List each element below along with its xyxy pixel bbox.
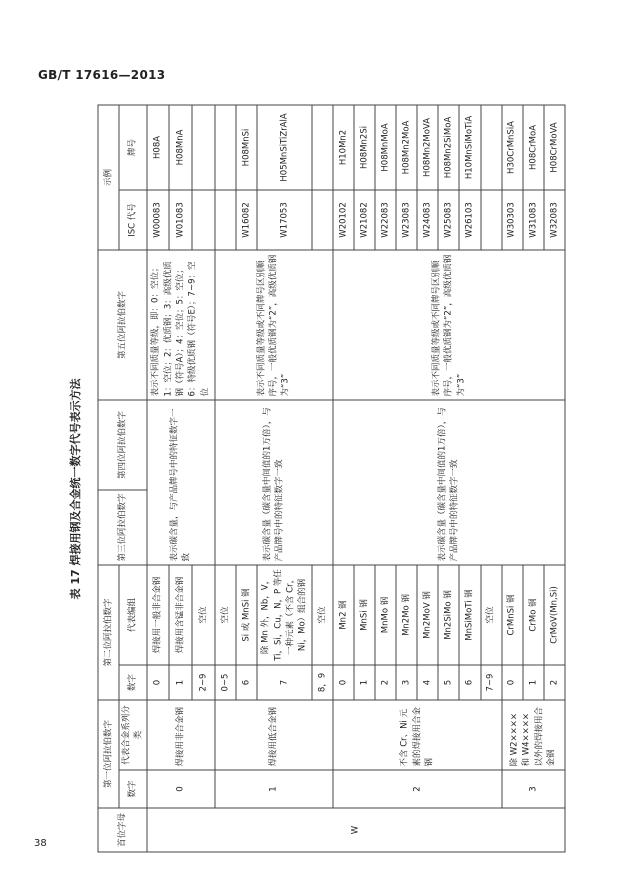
grade-cell bbox=[481, 105, 502, 190]
page-number: 38 bbox=[34, 838, 47, 849]
pos2-group-cell: Mn2 钢 bbox=[333, 565, 354, 665]
pos2-group-cell: 空位 bbox=[312, 565, 333, 665]
grade-cell: H08MnA bbox=[169, 105, 192, 190]
grade-cell: H08CrMoVA bbox=[544, 105, 565, 190]
pos2-digit-cell: 1 bbox=[169, 665, 192, 700]
grade-cell: H08CrMoA bbox=[523, 105, 544, 190]
pos2-group-cell: 空位 bbox=[192, 565, 215, 665]
pos2-group-cell: 空位 bbox=[215, 565, 236, 665]
pos2-digit-cell: 7~9 bbox=[481, 665, 502, 700]
table-title: 表 17 焊接用钢及合金统一数字代号表示方法 bbox=[69, 378, 82, 600]
header-pos1: 第一位阿拉伯数字 bbox=[98, 700, 119, 808]
pos2-digit-cell: 6 bbox=[459, 665, 480, 700]
pos1-class-cell: 除 W2×××× 和 W4×××× 以外的焊接用合金钢 bbox=[502, 700, 565, 770]
table-container bbox=[98, 106, 566, 853]
pos2-group-cell: CrMo 钢 bbox=[523, 565, 544, 665]
pos2-digit-cell: 6 bbox=[236, 665, 257, 700]
grade-cell bbox=[312, 105, 333, 190]
grade-cell: H08Mn2MoVA bbox=[417, 105, 438, 190]
pos2-digit-cell: 2 bbox=[375, 665, 396, 700]
pos2-digit-cell: 2~9 bbox=[192, 665, 215, 700]
pos2-digit-cell: 4 bbox=[417, 665, 438, 700]
pos1-digit-cell: 0 bbox=[147, 770, 215, 808]
grade-cell: H08MnMoA bbox=[375, 105, 396, 190]
grade-cell bbox=[215, 105, 236, 190]
pos5-description-cell: 表示不同质量等级或不同牌号区别顺序号，一般优质钢为“2”，高级优质钢为“3” bbox=[215, 250, 333, 400]
isc-code-cell: W22083 bbox=[375, 190, 396, 250]
pos5-description-cell: 表示不同质量等级或不同牌号区别顺序号，一般优质钢为“2”，高级优质钢为“3” bbox=[333, 250, 565, 400]
pos2-digit-cell: 2 bbox=[544, 665, 565, 700]
pos2-digit-cell: 0 bbox=[333, 665, 354, 700]
isc-code-cell: W16082 bbox=[236, 190, 257, 250]
isc-code-cell: W30303 bbox=[502, 190, 523, 250]
header-pos1-digit: 数字 bbox=[119, 770, 147, 808]
pos1-digit-cell: 3 bbox=[502, 770, 565, 808]
first-letter-cell: W bbox=[147, 808, 565, 852]
table-body bbox=[147, 105, 565, 852]
table-row bbox=[147, 105, 170, 852]
pos2-group-cell: Mn2SiMo 钢 bbox=[438, 565, 459, 665]
pos2-digit-cell: 0 bbox=[147, 665, 170, 700]
header-isc: ISC 代号 bbox=[119, 190, 147, 250]
code-table bbox=[98, 104, 566, 852]
isc-code-cell: W31083 bbox=[523, 190, 544, 250]
pos2-group-cell: 除 Mn 外，Nb，V，Ti，Si，Cu，N，P 等任一种元素（不含 Cr，Ni，Mo）组合的钢 bbox=[257, 565, 312, 665]
grade-cell: H08MnSi bbox=[236, 105, 257, 190]
pos34-description-cell: 表示碳含量（碳含量中间值的1万倍），与产品牌号中的特征数字一致 bbox=[215, 400, 333, 565]
pos1-class-cell: 焊接用低合金钢 bbox=[215, 700, 333, 770]
pos2-group-cell: MnSi 钢 bbox=[354, 565, 375, 665]
isc-code-cell: W26103 bbox=[459, 190, 480, 250]
isc-code-cell: W23083 bbox=[396, 190, 417, 250]
header-pos4: 第四位阿拉伯数字 bbox=[98, 400, 147, 490]
isc-code-cell: W21082 bbox=[354, 190, 375, 250]
isc-code-cell: W25083 bbox=[438, 190, 459, 250]
isc-code-cell bbox=[312, 190, 333, 250]
grade-cell: H30CrMnSiA bbox=[502, 105, 523, 190]
grade-cell: H08A bbox=[147, 105, 170, 190]
header-example: 示例 bbox=[98, 105, 119, 250]
pos2-digit-cell: 0 bbox=[502, 665, 523, 700]
pos1-digit-cell: 1 bbox=[215, 770, 333, 808]
pos2-digit-cell: 1 bbox=[523, 665, 544, 700]
table-row bbox=[215, 105, 236, 852]
header-pos2: 第二位阿拉伯数字 bbox=[98, 565, 119, 700]
grade-cell: H08Mn2MoA bbox=[396, 105, 417, 190]
pos2-digit-cell: 3 bbox=[396, 665, 417, 700]
pos2-group-cell: Si 或 MnSi 钢 bbox=[236, 565, 257, 665]
grade-cell: H10Mn2 bbox=[333, 105, 354, 190]
pos2-group-cell: MnSiMoTi 钢 bbox=[459, 565, 480, 665]
pos2-digit-cell: 1 bbox=[354, 665, 375, 700]
header-pos2-group: 代表编组 bbox=[119, 565, 147, 665]
pos5-description-cell: 表示不同质量等级，即：0：空位；1：空位；2：优质钢；3：高级优质钢（符号A）；4：空位；5：空位；6：特级优质钢（符号E）；7~9：空位 bbox=[147, 250, 215, 400]
pos2-group-cell: 焊接用含锰非合金钢 bbox=[169, 565, 192, 665]
isc-code-cell bbox=[192, 190, 215, 250]
table-row bbox=[333, 105, 354, 852]
pos1-class-cell: 焊接用非合金钢 bbox=[147, 700, 215, 770]
grade-cell: H08Mn2Si bbox=[354, 105, 375, 190]
pos1-class-cell: 不含 Cr、Ni 元素的焊接用合金钢 bbox=[333, 700, 502, 770]
header-first-letter: 首位字母 bbox=[98, 808, 147, 852]
pos2-digit-cell: 0~5 bbox=[215, 665, 236, 700]
pos2-group-cell: CrMoV(Mn,Si) bbox=[544, 565, 565, 665]
header-pos2-digit: 数字 bbox=[119, 665, 147, 700]
pos2-group-cell: Mn2Mo 钢 bbox=[396, 565, 417, 665]
pos2-digit-cell: 8，9 bbox=[312, 665, 333, 700]
isc-code-cell bbox=[481, 190, 502, 250]
isc-code-cell: W32083 bbox=[544, 190, 565, 250]
pos2-group-cell: CrMnSi 钢 bbox=[502, 565, 523, 665]
pos2-digit-cell: 5 bbox=[438, 665, 459, 700]
pos2-group-cell: 空位 bbox=[481, 565, 502, 665]
isc-code-cell: W20102 bbox=[333, 190, 354, 250]
isc-code-cell: W01083 bbox=[169, 190, 192, 250]
grade-cell bbox=[192, 105, 215, 190]
pos2-group-cell: 焊接用一般非合金钢 bbox=[147, 565, 170, 665]
pos2-group-cell: Mn2MoV 钢 bbox=[417, 565, 438, 665]
isc-code-cell: W00083 bbox=[147, 190, 170, 250]
isc-code-cell: W24083 bbox=[417, 190, 438, 250]
header-pos5: 第五位阿拉伯数字 bbox=[98, 250, 147, 400]
header-pos1-class: 代表合金系列分类 bbox=[119, 700, 147, 770]
grade-cell: H10MnSiMoTiA bbox=[459, 105, 480, 190]
grade-cell: H08Mn2SiMoA bbox=[438, 105, 459, 190]
isc-code-cell: W17053 bbox=[257, 190, 312, 250]
header-pos3: 第三位阿拉伯数字 bbox=[98, 490, 147, 565]
isc-code-cell bbox=[215, 190, 236, 250]
document-code: GB/T 17616—2013 bbox=[38, 68, 166, 82]
pos1-digit-cell: 2 bbox=[333, 770, 502, 808]
pos34-description-cell: 表示碳含量，与产品牌号中的特征数字一致 bbox=[147, 400, 215, 565]
header-grade: 牌号 bbox=[119, 105, 147, 190]
pos34-description-cell: 表示碳含量（碳含量中间值的1万倍），与产品牌号中的特征数字一致 bbox=[333, 400, 565, 565]
grade-cell: H05MnSiTiZrAlA bbox=[257, 105, 312, 190]
pos2-group-cell: MnMo 钢 bbox=[375, 565, 396, 665]
pos2-digit-cell: 7 bbox=[257, 665, 312, 700]
